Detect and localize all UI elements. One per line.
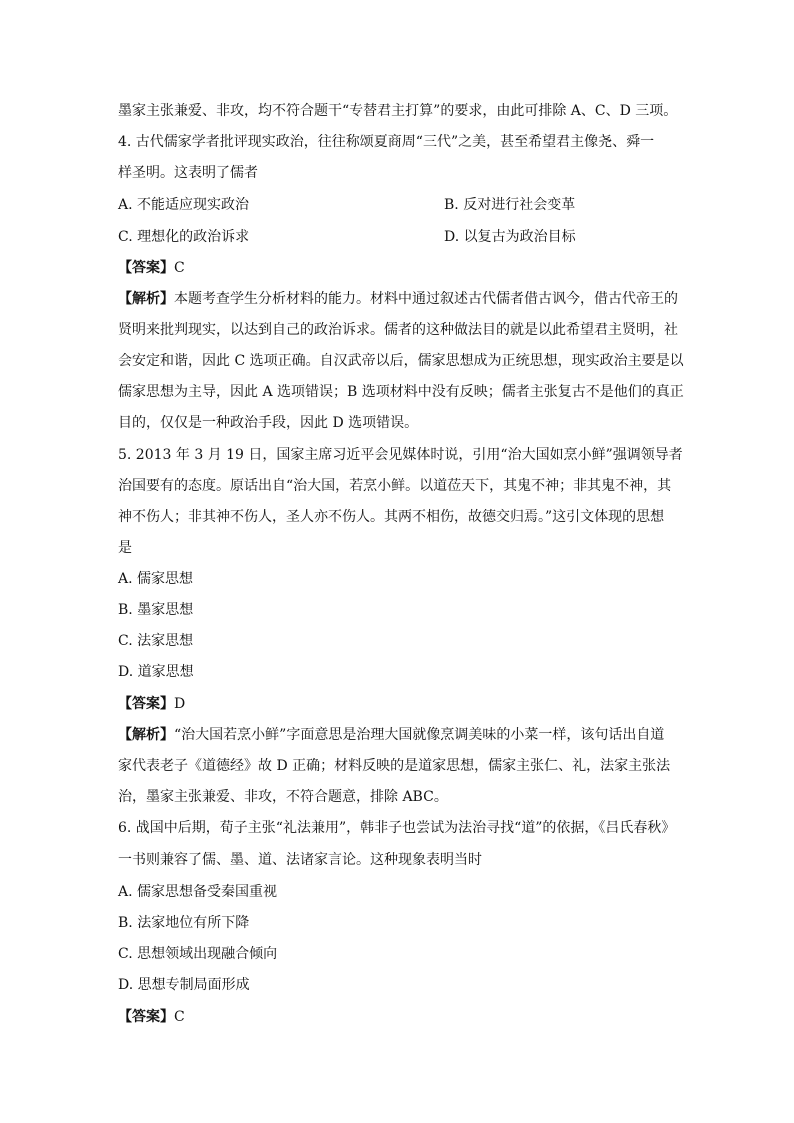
question-6-stem: 一书则兼容了儒、墨、道、法诸家言论。这种现象表明当时 [118, 852, 482, 868]
question-4-option-a: A. 不能适应现实政治 [118, 197, 250, 213]
answer-value: C [174, 1009, 185, 1025]
text-line: 墨家主张兼爱、非攻，均不符合题干“专替君主打算”的要求，由此可排除 A、C、D 三项。 [118, 103, 678, 119]
question-4-option-c: C. 理想化的政治诉求 [118, 229, 250, 245]
question-4-option-b: B. 反对进行社会变革 [444, 197, 576, 213]
question-4-answer [118, 258, 185, 278]
question-5-option-b: B. 墨家思想 [118, 602, 194, 618]
question-6-answer [118, 1007, 185, 1027]
explanation-text: 本题考查学生分析材料的能力。材料中通过叙述古代儒者借古讽今，借古代帝王的 [174, 291, 678, 307]
question-4-explanation: 会安定和谐，因此 C 选项正确。自汉武帝以后，儒家思想成为正统思想，现实政治主要是以 [118, 353, 684, 369]
question-5-stem: 神不伤人；非其神不伤人，圣人亦不伤人。其两不相伤，故德交归焉。”这引文体现的思想 [118, 509, 665, 525]
answer-value: D [174, 696, 186, 712]
explanation-text: “治大国若烹小鲜”字面意思是治理大国就像烹调美味的小菜一样，该句话出自道 [174, 727, 665, 743]
question-5-option-a: A. 儒家思想 [118, 571, 194, 587]
question-5-explanation: 家代表老子《道德经》故 D 正确；材料反映的是道家思想，儒家主张仁、礼，法家主张法 [118, 758, 671, 774]
question-4-explanation: 贤明来批判现实，以达到自己的政治诉求。儒者的这种做法目的就是以此希望君主贤明，社 [118, 322, 678, 338]
question-6-stem: 6. 战国中后期，荀子主张“礼法兼用”，韩非子也尝试为法治寻找“道”的依据，《吕氏春秋》 [118, 820, 676, 836]
question-6-option-a: A. 儒家思想备受秦国重视 [118, 884, 278, 900]
question-6-option-d: D. 思想专制局面形成 [118, 977, 250, 993]
explanation-heading: 【解析】 [118, 291, 174, 307]
question-4-stem: 4. 古代儒家学者批评现实政治，往往称颂夏商周“三代”之美，甚至希望君主像尧、舜一 [118, 134, 655, 150]
answer-heading: 【答案】 [118, 1009, 174, 1025]
question-4-explanation [118, 289, 678, 309]
question-5-stem: 治国要有的态度。原话出自“治大国，若烹小鲜。以道莅天下，其鬼不神；非其鬼不神，其 [118, 478, 672, 494]
answer-value: C [174, 260, 185, 276]
question-5-explanation: 治，墨家主张兼爱、非攻，不符合题意，排除 ABC。 [118, 789, 448, 805]
question-6-option-b: B. 法家地位有所下降 [118, 915, 250, 931]
question-4-option-d: D. 以复古为政治目标 [444, 229, 576, 245]
answer-heading: 【答案】 [118, 260, 174, 276]
question-4-explanation: 儒家思想为主导，因此 A 选项错误；B 选项材料中没有反映；儒者主张复古不是他们的真正 [118, 384, 684, 400]
question-6-option-c: C. 思想领域出现融合倾向 [118, 946, 278, 962]
answer-heading: 【答案】 [118, 696, 174, 712]
explanation-heading: 【解析】 [118, 727, 174, 743]
question-4-stem: 样圣明。这表明了儒者 [118, 165, 258, 181]
question-5-answer [118, 694, 185, 714]
question-5-option-c: C. 法家思想 [118, 633, 194, 649]
question-5-stem: 5. 2013 年 3 月 19 日，国家主席习近平会见媒体时说，引用“治大国如烹小鲜”强调领导者 [118, 447, 683, 463]
question-5-explanation [118, 725, 664, 745]
question-5-option-d: D. 道家思想 [118, 664, 194, 680]
question-5-stem: 是 [118, 540, 132, 556]
question-4-explanation: 目的，仅仅是一种政治手段，因此 D 选项错误。 [118, 415, 419, 431]
